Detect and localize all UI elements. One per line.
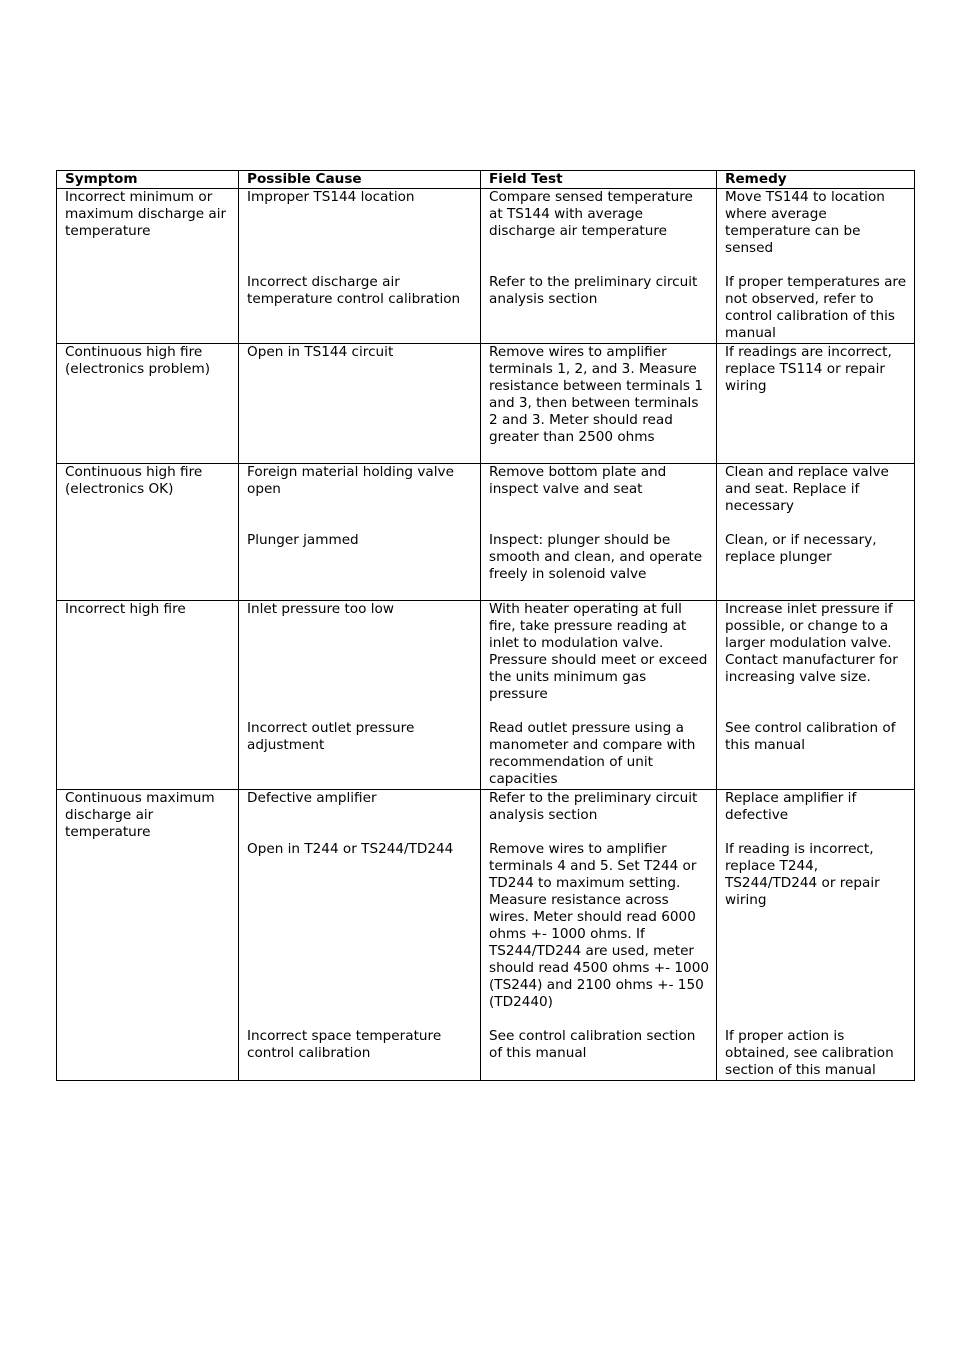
symptom-text: Incorrect minimum or maximum discharge air temperature bbox=[65, 189, 227, 239]
header-possible-cause: Possible Cause bbox=[239, 171, 481, 189]
cause-text: Incorrect space temperature control calibration bbox=[247, 1028, 442, 1061]
remedy-text: Move TS144 to location where average temperature can be sensed bbox=[725, 189, 885, 256]
test-text: Read outlet pressure using a manometer and compare with recommendation of unit capacities bbox=[489, 720, 696, 787]
cause-text: Inlet pressure too low bbox=[247, 601, 394, 617]
remedy-text: Increase inlet pressure if possible, or change to a larger modulation valve. Contact manufacturer for increasing valve size. bbox=[725, 601, 898, 685]
test-cell bbox=[481, 464, 717, 601]
test-text: Refer to the preliminary circuit analysis section bbox=[489, 790, 698, 823]
table-row bbox=[57, 790, 915, 1081]
cause-text: Open in T244 or TS244/TD244 bbox=[247, 841, 454, 857]
remedy-text: Replace amplifier if defective bbox=[725, 790, 857, 823]
remedy-cell bbox=[717, 189, 915, 344]
symptom-text: Continuous high fire (electronics OK) bbox=[65, 464, 203, 497]
remedy-text: If proper action is obtained, see calibration section of this manual bbox=[725, 1028, 894, 1078]
symptom-cell bbox=[57, 344, 239, 464]
cause-cell bbox=[239, 790, 481, 1081]
table-row bbox=[57, 344, 915, 464]
test-text: Compare sensed temperature at TS144 with average discharge air temperature bbox=[489, 189, 693, 239]
header-symptom: Symptom bbox=[57, 171, 239, 189]
cause-text: Incorrect outlet pressure adjustment bbox=[247, 720, 415, 753]
symptom-text: Continuous maximum discharge air temperature bbox=[65, 790, 215, 840]
test-cell bbox=[481, 790, 717, 1081]
test-cell bbox=[481, 601, 717, 790]
cause-cell bbox=[239, 464, 481, 601]
symptom-cell bbox=[57, 464, 239, 601]
remedy-cell bbox=[717, 601, 915, 790]
symptom-text: Incorrect high fire bbox=[65, 601, 186, 617]
test-cell bbox=[481, 189, 717, 344]
troubleshooting-table bbox=[56, 170, 915, 1081]
cause-text: Incorrect discharge air temperature control calibration bbox=[247, 274, 461, 307]
test-cell bbox=[481, 344, 717, 464]
table-row bbox=[57, 189, 915, 344]
symptom-cell bbox=[57, 790, 239, 1081]
header-field-test: Field Test bbox=[481, 171, 717, 189]
cause-text: Foreign material holding valve open bbox=[247, 464, 454, 497]
test-text: Remove wires to amplifier terminals 1, 2, and 3. Measure resistance between terminals 1 and 3, then between terminals 2 and 3. Meter should read greater than 2500 ohms bbox=[489, 344, 703, 445]
cause-cell bbox=[239, 344, 481, 464]
remedy-text: If reading is incorrect, replace T244, TS244/TD244 or repair wiring bbox=[725, 841, 880, 908]
cause-cell bbox=[239, 601, 481, 790]
remedy-text: See control calibration of this manual bbox=[725, 720, 896, 753]
cause-text: Improper TS144 location bbox=[247, 189, 415, 205]
test-text: Remove wires to amplifier terminals 4 and 5. Set T244 or TD244 to maximum setting. Measure resistance across wires. Meter should read 6000 ohms +- 1000 ohms. If TS244/TD244 are used, meter should read 4500 ohms +- 1000 (TS244) and 2100 ohms +- 150 (TD2440) bbox=[489, 841, 709, 1010]
remedy-text: If readings are incorrect, replace TS114 or repair wiring bbox=[725, 344, 892, 394]
remedy-text: Clean and replace valve and seat. Replace if necessary bbox=[725, 464, 889, 514]
remedy-text: Clean, or if necessary, replace plunger bbox=[725, 532, 877, 565]
cause-text: Plunger jammed bbox=[247, 532, 359, 548]
remedy-text: If proper temperatures are not observed, refer to control calibration of this manual bbox=[725, 274, 907, 341]
remedy-cell bbox=[717, 790, 915, 1081]
test-text: With heater operating at full fire, take pressure reading at inlet to modulation valve. Pressure should meet or exceed the units minimum gas pressure bbox=[489, 601, 708, 702]
cause-text: Open in TS144 circuit bbox=[247, 344, 394, 360]
test-text: Refer to the preliminary circuit analysis section bbox=[489, 274, 698, 307]
header-remedy: Remedy bbox=[717, 171, 915, 189]
test-text: See control calibration section of this manual bbox=[489, 1028, 696, 1061]
test-text: Inspect: plunger should be smooth and clean, and operate freely in solenoid valve bbox=[489, 532, 703, 582]
remedy-cell bbox=[717, 464, 915, 601]
test-text: Remove bottom plate and inspect valve and seat bbox=[489, 464, 667, 497]
table-row bbox=[57, 464, 915, 601]
symptom-cell bbox=[57, 601, 239, 790]
cause-cell bbox=[239, 189, 481, 344]
table-row bbox=[57, 601, 915, 790]
table-header-row bbox=[57, 171, 915, 189]
cause-text: Defective amplifier bbox=[247, 790, 377, 806]
symptom-cell bbox=[57, 189, 239, 344]
remedy-cell bbox=[717, 344, 915, 464]
symptom-text: Continuous high fire (electronics problem) bbox=[65, 344, 211, 377]
